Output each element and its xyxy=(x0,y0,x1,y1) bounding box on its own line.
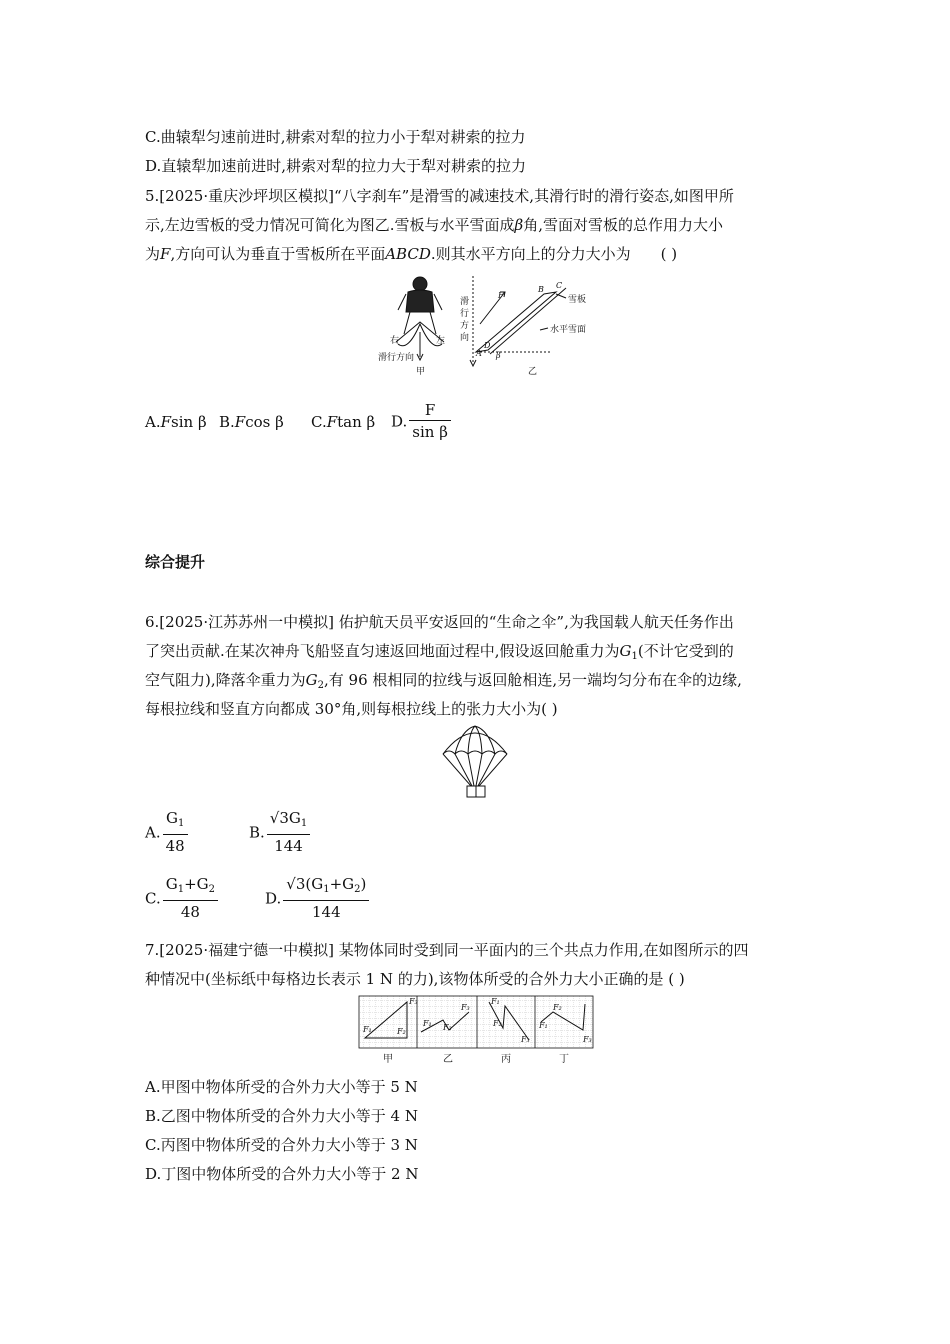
fraction-denominator: 144 xyxy=(274,837,303,855)
opt-func: cos β xyxy=(245,413,284,431)
q4-option-c: C.曲辕犁匀速前进时,耕索对犁的拉力小于犁对耕索的拉力 xyxy=(145,128,526,146)
q6-option-a xyxy=(145,808,190,857)
num-text: G xyxy=(165,809,178,827)
label-C: C xyxy=(556,281,563,290)
label-B: B xyxy=(538,285,544,294)
q7-force-grid-figure xyxy=(357,994,595,1066)
q5-beta: β xyxy=(514,216,524,234)
svg-text:F₃: F₃ xyxy=(583,1035,592,1044)
opt-var: F xyxy=(234,413,246,431)
q5-force-symbol: F xyxy=(160,245,171,263)
q6-text: 了突出贡献.在某次神舟飞船竖直匀速返回地面过程中,假设返回舱重力为 xyxy=(145,642,620,660)
q5-option-c xyxy=(311,413,375,431)
q5-text: .则其水平方向上的分力大小为 xyxy=(430,245,631,263)
fraction-numerator xyxy=(283,874,369,901)
q6-stem-line4: 每根拉线和竖直方向都成 30°角,则每根拉线上的张力大小为( ) xyxy=(145,700,558,718)
num-text: G xyxy=(165,875,178,893)
q6-text: ,有 96 根相同的拉线与返回舱相连,另一端均匀分布在伞的边缘, xyxy=(323,671,742,689)
opt-label: B. xyxy=(249,823,265,842)
svg-text:F₁: F₁ xyxy=(423,1019,432,1028)
num-sub: 1 xyxy=(177,884,185,895)
label-snow-surface: 水平雪面 xyxy=(550,325,587,335)
svg-text:方: 方 xyxy=(460,321,470,331)
fraction-denominator: 48 xyxy=(165,837,185,855)
svg-text:F₃: F₃ xyxy=(461,1003,470,1012)
svg-text:F₂: F₂ xyxy=(553,1003,562,1012)
fraction xyxy=(267,808,310,857)
q5-text: 示,左边雪板的受力情况可简化为图乙.雪板与水平雪面成 xyxy=(145,216,515,234)
q6-option-d xyxy=(265,874,371,923)
q6-option-c xyxy=(145,874,220,923)
num-text: √3(G xyxy=(286,875,324,893)
opt-label: C. xyxy=(145,889,161,908)
opt-label: B. xyxy=(219,413,235,431)
svg-text:F₂: F₂ xyxy=(443,1023,452,1032)
q7-option-b: B.乙图中物体所受的合外力大小等于 4 N xyxy=(145,1107,418,1125)
svg-text:向: 向 xyxy=(460,333,470,343)
section-title: 综合提升 xyxy=(145,553,206,571)
q4-option-d: D.直辕犁加速前进时,耕索对犁的拉力大于犁对耕索的拉力 xyxy=(145,157,527,175)
fraction-denominator: 48 xyxy=(180,903,200,921)
fraction-numerator xyxy=(267,808,310,835)
q7-stem-line2: 种情况中(坐标纸中每格边长表示 1 N 的力),该物体所受的合外力大小正确的是 ( ) xyxy=(145,970,685,988)
q5-option-a xyxy=(145,413,207,431)
q5-stem-line1: 5.[2025·重庆沙坪坝区模拟]“八字刹车”是滑雪的减速技术,其滑行时的滑行姿态,如图甲所 xyxy=(145,187,734,205)
fraction-numerator: F xyxy=(409,400,451,421)
q5-text: 角,雪面对雪板的总作用力大小 xyxy=(523,216,723,234)
fig-label-left: 左 xyxy=(436,336,446,346)
opt-label: A. xyxy=(145,413,161,431)
label-D: D xyxy=(484,341,491,350)
q5-plane-name: ABCD xyxy=(385,245,431,263)
fraction-denominator: sin β xyxy=(412,423,448,441)
opt-label: C. xyxy=(311,413,327,431)
q5-stem-line2 xyxy=(145,215,723,235)
svg-text:F₁: F₁ xyxy=(491,997,500,1006)
num-sub: 2 xyxy=(354,884,361,895)
q6-g2: G xyxy=(305,671,318,689)
caption-yi: 乙 xyxy=(443,1054,453,1065)
svg-text:F₂: F₂ xyxy=(493,1019,502,1028)
fraction xyxy=(283,874,369,923)
q5-option-d xyxy=(391,400,453,443)
q5-option-b xyxy=(219,413,284,431)
vertical-slide-label xyxy=(460,296,469,343)
fraction xyxy=(409,400,451,443)
caption-ding: 丁 xyxy=(559,1054,569,1065)
q6-g1: G xyxy=(619,642,632,660)
q6-parachute-figure xyxy=(441,722,509,800)
fraction xyxy=(163,874,218,923)
q6-stem-line3 xyxy=(145,670,742,696)
caption-jia: 甲 xyxy=(383,1054,393,1065)
fig-caption-jia: 甲 xyxy=(416,367,426,377)
label-A: A xyxy=(476,349,482,358)
num-text: ) xyxy=(360,875,367,893)
svg-text:F₁: F₁ xyxy=(363,1025,372,1034)
q6-option-b xyxy=(249,808,312,857)
num-sub: 1 xyxy=(323,884,330,895)
q7-stem-line1: 7.[2025·福建宁德一中模拟] 某物体同时受到同一平面内的三个共点力作用,在如图所示的四 xyxy=(145,941,749,959)
opt-func: sin β xyxy=(171,413,207,431)
label-F: F xyxy=(498,291,504,300)
caption-bing: 丙 xyxy=(501,1054,511,1065)
num-sub: 1 xyxy=(177,818,185,829)
opt-label: D. xyxy=(391,412,408,431)
opt-func: tan β xyxy=(337,413,376,431)
num-sub: 1 xyxy=(300,818,308,829)
fig-label-slide: 滑行方向 xyxy=(378,353,415,363)
q6-stem-line2 xyxy=(145,641,734,667)
q5-stem-line3 xyxy=(145,244,677,264)
fraction xyxy=(163,808,188,857)
svg-text:F₁: F₁ xyxy=(539,1021,548,1030)
fig-label-right: 右 xyxy=(390,336,400,346)
opt-label: D. xyxy=(265,889,282,908)
svg-text:F₂: F₂ xyxy=(397,1027,406,1036)
q7-option-a: A.甲图中物体所受的合外力大小等于 5 N xyxy=(145,1078,418,1096)
label-snowboard: 雪板 xyxy=(568,295,587,305)
opt-var: F xyxy=(160,413,172,431)
q6-text: (不计它受到的 xyxy=(637,642,734,660)
opt-label: A. xyxy=(145,823,161,842)
svg-text:F₃: F₃ xyxy=(521,1035,530,1044)
skier-figure xyxy=(396,277,444,360)
num-text: √3G xyxy=(269,809,301,827)
q7-option-c: C.丙图中物体所受的合外力大小等于 3 N xyxy=(145,1136,418,1154)
svg-text:F₃: F₃ xyxy=(409,997,418,1006)
fraction-numerator xyxy=(163,808,188,835)
opt-var: F xyxy=(326,413,338,431)
q6-text: 空气阻力),降落伞重力为 xyxy=(145,671,306,689)
q5-answer-blank: ( ) xyxy=(660,245,678,263)
num-sub: 2 xyxy=(208,884,216,895)
num-text: +G xyxy=(329,875,355,893)
fig-caption-yi: 乙 xyxy=(528,367,538,377)
q6-sub: 2 xyxy=(317,680,324,691)
q5-text: 为 xyxy=(145,245,161,263)
q7-option-d: D.丁图中物体所受的合外力大小等于 2 N xyxy=(145,1165,419,1183)
fraction-numerator xyxy=(163,874,218,901)
fraction-denominator: 144 xyxy=(312,903,341,921)
svg-text:滑: 滑 xyxy=(460,297,470,307)
num-text: +G xyxy=(184,875,209,893)
q5-figure xyxy=(370,272,590,380)
q5-text: ,方向可认为垂直于雪板所在平面 xyxy=(170,245,386,263)
q6-stem-line1: 6.[2025·江苏苏州一中模拟] 佑护航天员平安返回的“生命之伞”,为我国载人航天任务作出 xyxy=(145,613,734,631)
label-beta: β xyxy=(496,351,501,360)
q6-sub: 1 xyxy=(631,651,638,662)
svg-text:行: 行 xyxy=(460,309,470,319)
